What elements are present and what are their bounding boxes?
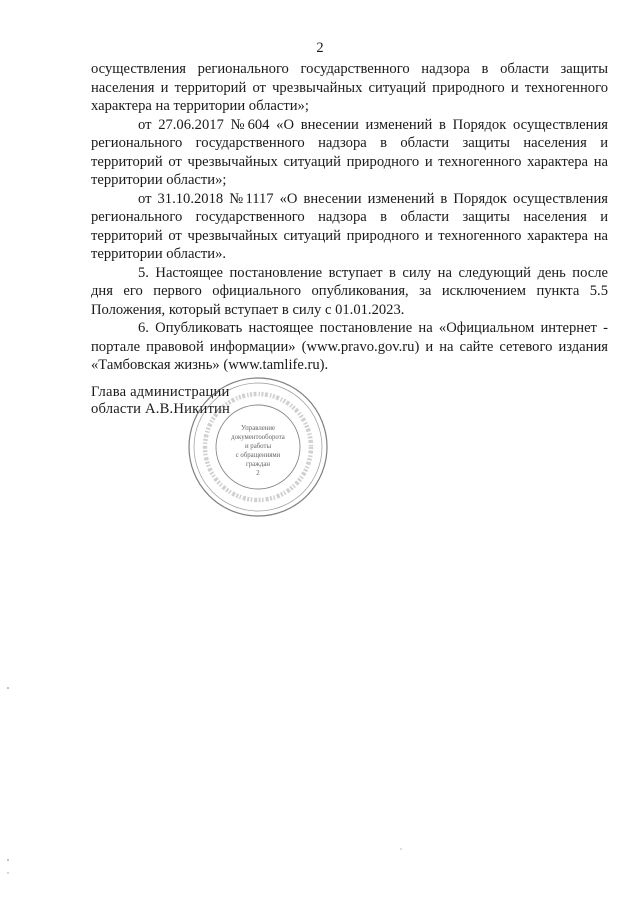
signature-title: Глава администрации xyxy=(91,384,230,400)
seal-center-line-5: граждан xyxy=(245,461,271,468)
seal-center-line-2: документооборота xyxy=(231,434,285,441)
seal-center-line-3: и работы xyxy=(244,443,272,450)
paragraph-3: от 31.10.2018 №1117 «О внесении изменений в Порядок осуществления регионального государственного надзора в области защиты населения и территорий от чрезвычайных ситуаций природного и техногенного характера на территории области». xyxy=(91,190,608,262)
signature-name: области А.В.Никитин xyxy=(91,401,231,417)
seal-center-line-4: с обращениями xyxy=(235,452,281,459)
official-seal-stamp xyxy=(186,375,330,519)
document-body xyxy=(91,60,608,375)
paragraph-2: от 27.06.2017 №604 «О внесении изменений в Порядок осуществления регионального государственного надзора в области защиты населения и территорий от чрезвычайных ситуаций природного и техногенного характера на территории области»; xyxy=(91,116,608,188)
paragraph-5: 6. Опубликовать настоящее постановление на «Официальном интернет - портале правовой информации» (www.pravo.gov.ru) и на сайте сетевого издания «Тамбовская жизнь» (www.tamlife.ru). xyxy=(91,320,608,373)
seal-number: 2 xyxy=(256,470,260,477)
seal-center-line-1: Управление xyxy=(240,425,276,432)
seal-icon xyxy=(186,375,330,519)
paragraph-4: 5. Настоящее постановление вступает в силу на следующий день после дня его первого официального опубликования, за исключением пункта 5.5 Положения, который вступает в силу с 01.01.2023. xyxy=(91,264,608,318)
page-number: 2 xyxy=(316,40,324,56)
paragraph-1: осуществления регионального государственного надзора в области защиты населения и территорий от чрезвычайных ситуаций природного и техногенного характера на территории области»; xyxy=(91,61,608,114)
